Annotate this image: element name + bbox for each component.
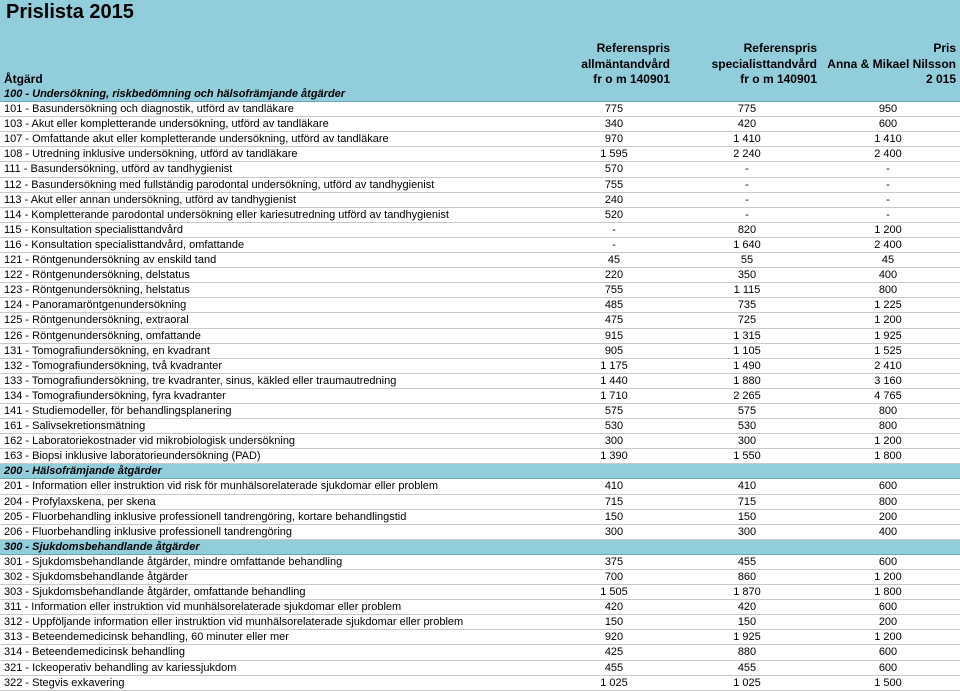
column-header-ref-special (712, 41, 817, 88)
header-line: allmäntandvård (581, 56, 670, 71)
ref-allman-cell: 775 (604, 103, 624, 116)
price-cell: 2 400 (874, 238, 902, 251)
ref-special-cell: 1 640 (733, 238, 761, 251)
table-row (0, 615, 960, 630)
price-cell: 4 765 (874, 389, 902, 402)
ref-allman-cell: 375 (604, 555, 624, 568)
row-label: 107 - Omfattande akut eller kompletterande undersökning, utförd av tandläkare (4, 133, 389, 146)
price-cell: 600 (878, 646, 898, 659)
price-cell: 1 225 (874, 299, 902, 312)
column-header-ref-allman (581, 41, 670, 88)
ref-special-cell: 1 115 (733, 284, 761, 297)
row-label: 124 - Panoramaröntgenundersökning (4, 299, 187, 312)
row-label: 108 - Utredning inklusive undersökning, utförd av tandläkare (4, 148, 298, 161)
row-label: 301 - Sjukdomsbehandlande åtgärder, mindre omfattande behandling (4, 555, 343, 568)
table-row (0, 298, 960, 313)
row-label: 126 - Röntgenundersökning, omfattande (4, 329, 201, 342)
ref-allman-cell: 425 (604, 646, 624, 659)
header-line: Anna & Mikael Nilsson (827, 56, 956, 71)
section-title: 200 - Hälsofrämjande åtgärder (4, 465, 162, 478)
ref-allman-cell: 755 (604, 178, 624, 191)
section-title: 100 - Undersökning, riskbedömning och hälsofrämjande åtgärder (4, 88, 346, 100)
ref-special-cell: 530 (737, 420, 757, 433)
table-row (0, 495, 960, 510)
ref-special-cell: 300 (737, 525, 757, 538)
ref-special-cell: 1 925 (733, 631, 761, 644)
row-label: 103 - Akut eller kompletterande undersökning, utförd av tandläkare (4, 118, 329, 131)
ref-special-cell: 1 880 (733, 374, 761, 387)
table-row (0, 283, 960, 298)
ref-special-cell: 1 550 (733, 450, 761, 463)
row-label: 163 - Biopsi inklusive laboratorieundersökning (PAD) (4, 450, 261, 463)
ref-special-cell: 775 (737, 103, 757, 116)
section-header-row (0, 464, 960, 479)
ref-special-cell: 725 (737, 314, 757, 327)
row-label: 303 - Sjukdomsbehandlande åtgärder, omfattande behandling (4, 586, 306, 599)
column-header-atgard: Åtgärd (4, 72, 43, 86)
price-cell: - (886, 193, 890, 206)
table-header (0, 0, 960, 88)
table-row (0, 570, 960, 585)
price-cell: 400 (878, 525, 898, 538)
ref-allman-cell: 475 (604, 314, 624, 327)
ref-allman-cell: 300 (604, 525, 624, 538)
ref-allman-cell: 240 (604, 193, 624, 206)
section-header-row (0, 87, 960, 102)
ref-allman-cell: 150 (604, 616, 624, 629)
ref-special-cell: 455 (737, 555, 757, 568)
table-row (0, 359, 960, 374)
row-label: 101 - Basundersökning och diagnostik, utförd av tandläkare (4, 103, 294, 116)
price-cell: 1 925 (874, 329, 902, 342)
price-cell: 800 (878, 495, 898, 508)
ref-allman-cell: 905 (604, 344, 624, 357)
ref-special-cell: - (745, 178, 749, 191)
table-row (0, 132, 960, 147)
ref-special-cell: 1 490 (733, 359, 761, 372)
header-line: fr o m 140901 (593, 72, 670, 86)
row-label: 312 - Uppföljande information eller instruktion vid munhälsorelaterade sjukdomar eller problem (4, 616, 464, 629)
ref-allman-cell: 300 (604, 435, 624, 448)
ref-allman-cell: 1 505 (600, 586, 628, 599)
ref-allman-cell: 715 (604, 495, 624, 508)
ref-special-cell: 820 (737, 223, 757, 236)
ref-allman-cell: 520 (604, 208, 624, 221)
ref-allman-cell: 455 (604, 661, 624, 674)
price-cell: 3 160 (874, 374, 902, 387)
header-line: Pris (933, 41, 956, 55)
price-cell: 1 200 (874, 314, 902, 327)
ref-allman-cell: 755 (604, 284, 624, 297)
ref-special-cell: 410 (737, 480, 757, 493)
price-cell: - (886, 208, 890, 221)
price-cell: 1 410 (874, 133, 902, 146)
header-line: Referenspris (743, 41, 817, 55)
page-title: Prislista 2015 (6, 1, 134, 23)
row-label: 115 - Konsultation specialisttandvård (4, 223, 183, 236)
column-header-pris (827, 41, 956, 88)
row-label: 141 - Studiemodeller, för behandlingsplanering (4, 404, 232, 417)
table-row (0, 676, 960, 691)
ref-special-cell: 1 410 (733, 133, 761, 146)
table-row (0, 178, 960, 193)
ref-special-cell: 715 (737, 495, 757, 508)
row-label: 311 - Information eller instruktion vid munhälsorelaterade sjukdomar eller problem (4, 601, 402, 614)
ref-special-cell: 1 870 (733, 586, 761, 599)
price-cell: 600 (878, 661, 898, 674)
price-cell: 1 200 (874, 571, 902, 583)
table-row (0, 208, 960, 223)
table-row (0, 630, 960, 645)
header-line: specialisttandvård (711, 56, 817, 71)
row-label: 302 - Sjukdomsbehandlande åtgärder (4, 571, 189, 583)
price-cell: 800 (878, 420, 898, 433)
price-cell: 950 (878, 103, 898, 116)
table-row (0, 313, 960, 328)
ref-special-cell: 55 (740, 254, 754, 267)
ref-special-cell: - (745, 208, 749, 221)
ref-allman-cell: - (612, 238, 616, 251)
row-label: 204 - Profylaxskena, per skena (4, 495, 156, 508)
ref-special-cell: 420 (737, 601, 757, 614)
section-header-row (0, 540, 960, 555)
price-cell: 600 (878, 601, 898, 614)
ref-special-cell: - (745, 163, 749, 176)
price-cell: 600 (878, 480, 898, 493)
ref-allman-cell: 485 (604, 299, 624, 312)
ref-allman-cell: 150 (604, 510, 624, 523)
price-cell: 2 400 (874, 148, 902, 161)
table-row (0, 162, 960, 177)
row-label: 111 - Basundersökning, utförd av tandhygienist (4, 163, 233, 176)
ref-allman-cell: 700 (604, 571, 624, 583)
price-cell: 200 (878, 510, 898, 523)
table-row (0, 329, 960, 344)
ref-allman-cell: 575 (604, 404, 624, 417)
ref-special-cell: 455 (737, 661, 757, 674)
row-label: 205 - Fluorbehandling inklusive professionell tandrengöring, kortare behandlingstid (4, 510, 407, 523)
price-cell: 400 (878, 269, 898, 282)
row-label: 206 - Fluorbehandling inklusive professionell tandrengöring (4, 525, 293, 538)
row-label: 132 - Tomografiundersökning, två kvadranter (4, 359, 223, 372)
ref-special-cell: 880 (737, 646, 757, 659)
row-label: 313 - Beteendemedicinsk behandling, 60 minuter eller mer (4, 631, 289, 644)
price-cell: 1 200 (874, 435, 902, 448)
table-row (0, 344, 960, 359)
row-label: 162 - Laboratoriekostnader vid mikrobiologisk undersökning (4, 435, 296, 448)
table-row (0, 117, 960, 132)
table-row (0, 102, 960, 117)
price-cell: - (886, 178, 890, 191)
table-row (0, 600, 960, 615)
ref-special-cell: 150 (737, 510, 757, 523)
ref-allman-cell: 420 (604, 601, 624, 614)
table-row (0, 193, 960, 208)
price-cell: 2 410 (874, 359, 902, 372)
row-label: 122 - Röntgenundersökning, delstatus (4, 269, 190, 282)
row-label: 112 - Basundersökning med fullständig parodontal undersökning, utförd av tandhygienist (4, 178, 435, 191)
table-row (0, 223, 960, 238)
price-cell: 600 (878, 118, 898, 131)
ref-special-cell: - (745, 193, 749, 206)
table-row (0, 268, 960, 283)
row-label: 314 - Beteendemedicinsk behandling (4, 646, 186, 659)
ref-special-cell: 150 (737, 616, 757, 629)
price-table-body (0, 87, 960, 691)
ref-special-cell: 1 025 (733, 676, 761, 689)
ref-special-cell: 2 265 (733, 389, 761, 402)
section-title: 300 - Sjukdomsbehandlande åtgärder (4, 540, 200, 553)
ref-allman-cell: 410 (604, 480, 624, 493)
ref-special-cell: 1 315 (733, 329, 761, 342)
price-cell: 1 200 (874, 223, 902, 236)
header-line: Referenspris (596, 41, 670, 55)
ref-allman-cell: 1 025 (600, 676, 628, 689)
row-label: 116 - Konsultation specialisttandvård, omfattande (4, 238, 245, 251)
ref-allman-cell: 1 595 (600, 148, 628, 161)
row-label: 201 - Information eller instruktion vid risk för munhälsorelaterade sjukdomar eller problem (4, 480, 439, 493)
ref-allman-cell: 1 175 (600, 359, 628, 372)
price-cell: 800 (878, 404, 898, 417)
table-row (0, 389, 960, 404)
price-cell: 1 500 (874, 676, 902, 689)
row-label: 321 - Ickeoperativ behandling av kariessjukdom (4, 661, 237, 674)
price-cell: 1 800 (874, 450, 902, 463)
ref-allman-cell: 340 (604, 118, 624, 131)
row-label: 125 - Röntgenundersökning, extraoral (4, 314, 189, 327)
ref-special-cell: 860 (737, 571, 757, 583)
price-cell: - (886, 163, 890, 176)
table-row (0, 510, 960, 525)
row-label: 133 - Tomografiundersökning, tre kvadranter, sinus, käkled eller traumautredning (4, 374, 397, 387)
row-label: 161 - Salivsekretionsmätning (4, 420, 146, 433)
table-row (0, 147, 960, 162)
table-row (0, 645, 960, 660)
row-label: 134 - Tomografiundersökning, fyra kvadranter (4, 389, 226, 402)
row-label: 322 - Stegvis exkavering (4, 676, 125, 689)
table-row (0, 374, 960, 389)
ref-allman-cell: 970 (604, 133, 624, 146)
row-label: 123 - Röntgenundersökning, helstatus (4, 284, 190, 297)
table-row (0, 661, 960, 676)
table-row (0, 555, 960, 570)
ref-allman-cell: - (612, 223, 616, 236)
ref-allman-cell: 1 440 (600, 374, 628, 387)
table-row (0, 585, 960, 600)
header-line: 2 015 (925, 72, 956, 86)
price-cell: 1 525 (874, 344, 902, 357)
table-row (0, 449, 960, 464)
ref-special-cell: 300 (737, 435, 757, 448)
ref-special-cell: 420 (737, 118, 757, 131)
table-row (0, 404, 960, 419)
ref-allman-cell: 220 (604, 269, 624, 282)
header-line: fr o m 140901 (740, 72, 817, 86)
price-cell: 800 (878, 284, 898, 297)
price-cell: 1 200 (874, 631, 902, 644)
ref-special-cell: 735 (737, 299, 757, 312)
ref-special-cell: 1 105 (733, 344, 761, 357)
ref-allman-cell: 570 (604, 163, 624, 176)
table-row (0, 434, 960, 449)
table-row (0, 238, 960, 253)
table-row (0, 253, 960, 268)
ref-allman-cell: 45 (607, 254, 621, 267)
ref-allman-cell: 530 (604, 420, 624, 433)
ref-allman-cell: 1 390 (600, 450, 628, 463)
table-row (0, 479, 960, 494)
price-cell: 1 800 (874, 586, 902, 599)
row-label: 121 - Röntgenundersökning av enskild tand (4, 254, 217, 267)
ref-special-cell: 2 240 (733, 148, 761, 161)
price-cell: 200 (878, 616, 898, 629)
row-label: 131 - Tomografiundersökning, en kvadrant (4, 344, 210, 357)
price-cell: 45 (881, 254, 895, 267)
table-row (0, 419, 960, 434)
price-cell: 600 (878, 555, 898, 568)
row-label: 113 - Akut eller annan undersökning, utförd av tandhygienist (4, 193, 297, 206)
table-row (0, 525, 960, 540)
ref-special-cell: 350 (737, 269, 757, 282)
ref-allman-cell: 915 (604, 329, 624, 342)
ref-allman-cell: 1 710 (600, 389, 628, 402)
ref-special-cell: 575 (737, 404, 757, 417)
ref-allman-cell: 920 (604, 631, 624, 644)
row-label: 114 - Kompletterande parodontal undersökning eller kariesutredning utförd av tandhygienist (4, 208, 449, 221)
